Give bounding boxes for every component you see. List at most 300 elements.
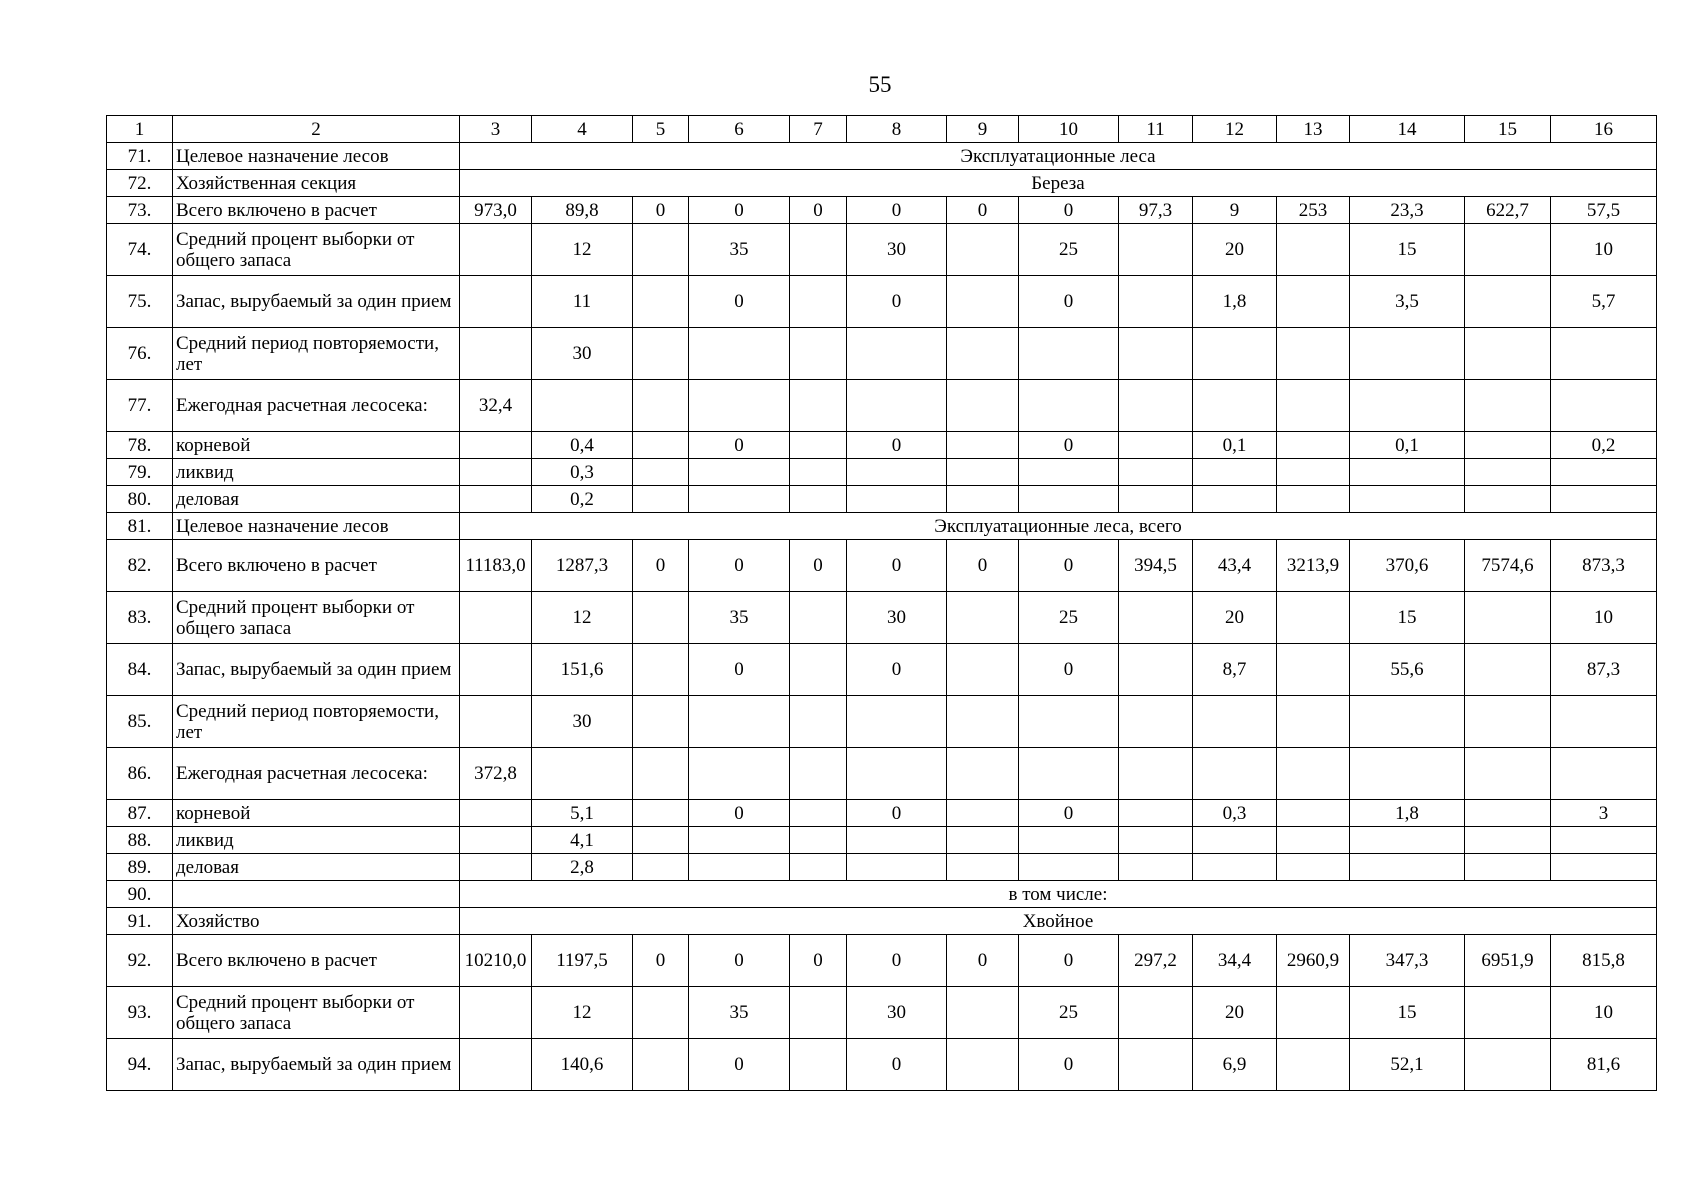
data-cell: 43,4 xyxy=(1193,540,1277,592)
data-cell xyxy=(1551,328,1657,380)
data-cell xyxy=(633,276,689,328)
data-cell xyxy=(1119,380,1193,432)
row-label: Ежегодная расчетная лесосека: xyxy=(173,748,460,800)
data-cell xyxy=(947,800,1019,827)
table-row xyxy=(107,696,1657,748)
data-cell xyxy=(1350,827,1465,854)
data-cell xyxy=(847,486,947,513)
row-label: Всего включено в расчет xyxy=(173,197,460,224)
header-cell: 3 xyxy=(460,116,532,143)
data-cell: 2,8 xyxy=(532,854,633,881)
data-cell xyxy=(1350,328,1465,380)
data-cell xyxy=(1465,276,1551,328)
data-cell xyxy=(1277,987,1350,1039)
row-label: Запас, вырубаемый за один прием xyxy=(173,644,460,696)
data-cell: 34,4 xyxy=(1193,935,1277,987)
data-cell xyxy=(847,748,947,800)
row-label: деловая xyxy=(173,486,460,513)
data-cell xyxy=(1551,486,1657,513)
data-cell xyxy=(1019,827,1119,854)
data-cell: 4,1 xyxy=(532,827,633,854)
row-number: 82. xyxy=(107,540,173,592)
data-cell xyxy=(633,854,689,881)
data-cell xyxy=(1119,854,1193,881)
data-cell xyxy=(1277,592,1350,644)
data-cell xyxy=(1277,432,1350,459)
data-cell xyxy=(689,696,790,748)
data-cell xyxy=(847,459,947,486)
data-cell: 0 xyxy=(1019,432,1119,459)
section-title: Береза xyxy=(460,170,1657,197)
data-cell xyxy=(790,432,847,459)
data-cell xyxy=(1465,380,1551,432)
data-cell xyxy=(1119,827,1193,854)
data-cell xyxy=(1277,854,1350,881)
data-cell: 0 xyxy=(847,800,947,827)
data-cell xyxy=(1551,827,1657,854)
header-cell: 11 xyxy=(1119,116,1193,143)
data-cell: 370,6 xyxy=(1350,540,1465,592)
data-cell: 0 xyxy=(1019,276,1119,328)
table-row xyxy=(107,197,1657,224)
data-cell xyxy=(633,459,689,486)
data-cell: 0,1 xyxy=(1350,432,1465,459)
data-cell xyxy=(532,380,633,432)
row-number: 75. xyxy=(107,276,173,328)
data-cell xyxy=(1119,459,1193,486)
data-cell xyxy=(1019,328,1119,380)
data-cell xyxy=(790,276,847,328)
data-cell: 32,4 xyxy=(460,380,532,432)
data-cell xyxy=(1019,486,1119,513)
row-label: Запас, вырубаемый за один прием xyxy=(173,1039,460,1091)
header-cell: 12 xyxy=(1193,116,1277,143)
data-cell: 0,1 xyxy=(1193,432,1277,459)
header-cell: 1 xyxy=(107,116,173,143)
data-cell: 0 xyxy=(1019,197,1119,224)
table-row xyxy=(107,748,1657,800)
data-cell: 0 xyxy=(847,1039,947,1091)
data-cell: 12 xyxy=(532,592,633,644)
data-cell: 0,3 xyxy=(1193,800,1277,827)
data-cell xyxy=(947,748,1019,800)
row-number: 73. xyxy=(107,197,173,224)
data-cell xyxy=(790,592,847,644)
data-cell xyxy=(790,224,847,276)
data-cell: 0,4 xyxy=(532,432,633,459)
data-cell xyxy=(1119,486,1193,513)
row-number: 93. xyxy=(107,987,173,1039)
data-cell xyxy=(1119,644,1193,696)
header-cell: 2 xyxy=(173,116,460,143)
data-cell xyxy=(1019,459,1119,486)
data-cell: 6951,9 xyxy=(1465,935,1551,987)
data-cell xyxy=(790,800,847,827)
data-cell: 23,3 xyxy=(1350,197,1465,224)
data-cell xyxy=(1350,459,1465,486)
row-label: Ежегодная расчетная лесосека: xyxy=(173,380,460,432)
data-cell: 0 xyxy=(689,1039,790,1091)
table-row xyxy=(107,328,1657,380)
data-cell: 11 xyxy=(532,276,633,328)
row-label: деловая xyxy=(173,854,460,881)
row-label: Всего включено в расчет xyxy=(173,540,460,592)
data-cell xyxy=(1193,459,1277,486)
data-cell: 0 xyxy=(689,800,790,827)
data-cell xyxy=(1465,224,1551,276)
data-cell xyxy=(1277,748,1350,800)
data-cell xyxy=(790,1039,847,1091)
data-cell xyxy=(947,696,1019,748)
data-cell: 25 xyxy=(1019,592,1119,644)
data-cell xyxy=(847,854,947,881)
data-cell xyxy=(1465,486,1551,513)
data-cell: 30 xyxy=(847,592,947,644)
data-cell xyxy=(947,380,1019,432)
data-cell: 0 xyxy=(1019,644,1119,696)
data-cell xyxy=(1277,224,1350,276)
data-cell: 81,6 xyxy=(1551,1039,1657,1091)
table-row xyxy=(107,224,1657,276)
data-cell: 35 xyxy=(689,987,790,1039)
section-title: в том числе: xyxy=(460,881,1657,908)
data-cell xyxy=(847,328,947,380)
data-cell xyxy=(947,486,1019,513)
data-cell xyxy=(1119,696,1193,748)
data-cell xyxy=(689,854,790,881)
data-cell: 30 xyxy=(532,696,633,748)
table-row xyxy=(107,987,1657,1039)
data-cell xyxy=(1551,696,1657,748)
data-cell xyxy=(1193,696,1277,748)
data-cell xyxy=(1551,380,1657,432)
header-cell: 9 xyxy=(947,116,1019,143)
data-cell: 0 xyxy=(689,276,790,328)
row-number: 78. xyxy=(107,432,173,459)
table-row xyxy=(107,592,1657,644)
data-cell: 2960,9 xyxy=(1277,935,1350,987)
data-cell: 0 xyxy=(689,197,790,224)
data-cell: 0,2 xyxy=(1551,432,1657,459)
data-cell: 1197,5 xyxy=(532,935,633,987)
data-cell: 253 xyxy=(1277,197,1350,224)
data-cell: 1,8 xyxy=(1350,800,1465,827)
data-cell: 0 xyxy=(790,935,847,987)
row-label: корневой xyxy=(173,800,460,827)
header-cell: 4 xyxy=(532,116,633,143)
row-label: Целевое назначение лесов xyxy=(173,513,460,540)
row-number: 79. xyxy=(107,459,173,486)
row-label: Всего включено в расчет xyxy=(173,935,460,987)
row-label: Средний процент выборки от общего запаса xyxy=(173,987,460,1039)
data-cell: 89,8 xyxy=(532,197,633,224)
data-cell xyxy=(1465,854,1551,881)
data-cell: 35 xyxy=(689,224,790,276)
data-cell xyxy=(1119,800,1193,827)
data-cell xyxy=(633,1039,689,1091)
header-cell: 6 xyxy=(689,116,790,143)
data-cell: 9 xyxy=(1193,197,1277,224)
data-cell: 5,7 xyxy=(1551,276,1657,328)
row-number: 87. xyxy=(107,800,173,827)
data-cell xyxy=(460,854,532,881)
data-cell xyxy=(947,854,1019,881)
data-cell: 0,2 xyxy=(532,486,633,513)
data-cell xyxy=(947,827,1019,854)
data-cell xyxy=(460,459,532,486)
row-label: ликвид xyxy=(173,459,460,486)
data-cell xyxy=(790,380,847,432)
data-cell: 0 xyxy=(633,935,689,987)
data-cell xyxy=(1119,328,1193,380)
data-cell: 10210,0 xyxy=(460,935,532,987)
data-cell xyxy=(1465,328,1551,380)
data-cell: 20 xyxy=(1193,987,1277,1039)
data-cell xyxy=(1119,224,1193,276)
row-number: 74. xyxy=(107,224,173,276)
data-cell xyxy=(1119,987,1193,1039)
table-row xyxy=(107,486,1657,513)
row-number: 89. xyxy=(107,854,173,881)
data-cell xyxy=(1019,854,1119,881)
data-cell xyxy=(633,987,689,1039)
data-cell: 5,1 xyxy=(532,800,633,827)
table-row xyxy=(107,935,1657,987)
data-cell: 0 xyxy=(947,197,1019,224)
data-cell: 25 xyxy=(1019,224,1119,276)
data-cell: 0 xyxy=(1019,540,1119,592)
table-row xyxy=(107,827,1657,854)
data-cell xyxy=(1350,486,1465,513)
table-row xyxy=(107,854,1657,881)
data-cell: 25 xyxy=(1019,987,1119,1039)
data-cell xyxy=(947,644,1019,696)
data-cell xyxy=(633,696,689,748)
data-cell xyxy=(1465,800,1551,827)
data-cell: 0 xyxy=(847,276,947,328)
data-cell xyxy=(1193,748,1277,800)
data-cell: 873,3 xyxy=(1551,540,1657,592)
page-number: 55 xyxy=(868,72,892,97)
data-cell: 10 xyxy=(1551,987,1657,1039)
data-cell: 35 xyxy=(689,592,790,644)
data-cell xyxy=(633,380,689,432)
data-cell: 0,3 xyxy=(532,459,633,486)
data-cell xyxy=(1119,592,1193,644)
header-cell: 15 xyxy=(1465,116,1551,143)
data-cell xyxy=(633,644,689,696)
data-cell xyxy=(633,827,689,854)
data-cell: 622,7 xyxy=(1465,197,1551,224)
data-cell xyxy=(460,224,532,276)
data-cell xyxy=(1551,854,1657,881)
data-cell xyxy=(1465,696,1551,748)
row-label: Хозяйственная секция xyxy=(173,170,460,197)
data-cell: 3213,9 xyxy=(1277,540,1350,592)
data-cell xyxy=(790,748,847,800)
data-cell xyxy=(847,380,947,432)
data-cell xyxy=(460,1039,532,1091)
data-cell xyxy=(790,987,847,1039)
data-cell: 11183,0 xyxy=(460,540,532,592)
data-cell xyxy=(689,328,790,380)
data-cell xyxy=(1277,328,1350,380)
data-cell xyxy=(1119,276,1193,328)
data-cell: 0 xyxy=(1019,800,1119,827)
data-cell xyxy=(947,224,1019,276)
data-cell: 12 xyxy=(532,987,633,1039)
data-cell: 20 xyxy=(1193,224,1277,276)
row-label: Запас, вырубаемый за один прием xyxy=(173,276,460,328)
calculation-table xyxy=(106,115,1657,1091)
row-label xyxy=(173,881,460,908)
data-cell: 0 xyxy=(847,540,947,592)
header-cell: 16 xyxy=(1551,116,1657,143)
data-cell xyxy=(1119,1039,1193,1091)
data-cell xyxy=(1465,1039,1551,1091)
data-cell xyxy=(1350,748,1465,800)
data-cell: 15 xyxy=(1350,224,1465,276)
data-cell xyxy=(460,328,532,380)
row-number: 88. xyxy=(107,827,173,854)
header-cell: 10 xyxy=(1019,116,1119,143)
data-cell: 0 xyxy=(1019,935,1119,987)
row-number: 90. xyxy=(107,881,173,908)
data-cell: 372,8 xyxy=(460,748,532,800)
data-cell: 10 xyxy=(1551,592,1657,644)
table-row xyxy=(107,644,1657,696)
data-cell xyxy=(633,432,689,459)
data-cell xyxy=(790,696,847,748)
table-row xyxy=(107,143,1657,170)
data-cell xyxy=(689,486,790,513)
data-cell: 347,3 xyxy=(1350,935,1465,987)
data-cell: 815,8 xyxy=(1551,935,1657,987)
table-row xyxy=(107,380,1657,432)
data-cell: 0 xyxy=(847,432,947,459)
data-cell xyxy=(689,748,790,800)
row-number: 71. xyxy=(107,143,173,170)
header-cell: 5 xyxy=(633,116,689,143)
data-cell xyxy=(1019,748,1119,800)
data-cell: 10 xyxy=(1551,224,1657,276)
table-row xyxy=(107,170,1657,197)
data-cell: 151,6 xyxy=(532,644,633,696)
data-cell: 0 xyxy=(847,644,947,696)
data-cell xyxy=(1465,432,1551,459)
data-cell xyxy=(1277,800,1350,827)
data-cell xyxy=(1277,696,1350,748)
data-cell xyxy=(460,432,532,459)
data-cell xyxy=(1019,696,1119,748)
data-cell: 52,1 xyxy=(1350,1039,1465,1091)
data-cell xyxy=(460,696,532,748)
data-cell xyxy=(460,987,532,1039)
data-cell xyxy=(1277,1039,1350,1091)
data-cell xyxy=(1277,276,1350,328)
data-cell xyxy=(1277,459,1350,486)
data-cell xyxy=(1551,748,1657,800)
data-cell xyxy=(689,459,790,486)
data-cell xyxy=(1277,644,1350,696)
data-cell: 6,9 xyxy=(1193,1039,1277,1091)
data-cell xyxy=(947,432,1019,459)
row-number: 94. xyxy=(107,1039,173,1091)
data-cell xyxy=(1465,459,1551,486)
row-number: 84. xyxy=(107,644,173,696)
table-row xyxy=(107,276,1657,328)
data-cell: 87,3 xyxy=(1551,644,1657,696)
data-cell: 55,6 xyxy=(1350,644,1465,696)
data-cell xyxy=(947,987,1019,1039)
data-cell xyxy=(460,276,532,328)
row-label: Хозяйство xyxy=(173,908,460,935)
data-cell: 0 xyxy=(847,197,947,224)
data-cell xyxy=(1193,486,1277,513)
data-cell xyxy=(633,748,689,800)
data-cell xyxy=(790,644,847,696)
data-cell xyxy=(689,827,790,854)
row-number: 76. xyxy=(107,328,173,380)
data-cell: 30 xyxy=(847,987,947,1039)
data-cell: 0 xyxy=(790,197,847,224)
section-title: Эксплуатационные леса xyxy=(460,143,1657,170)
data-cell xyxy=(1119,432,1193,459)
data-cell xyxy=(633,328,689,380)
data-cell xyxy=(1465,987,1551,1039)
data-cell xyxy=(1465,827,1551,854)
row-number: 77. xyxy=(107,380,173,432)
data-cell xyxy=(1277,486,1350,513)
data-cell: 394,5 xyxy=(1119,540,1193,592)
data-cell xyxy=(790,328,847,380)
data-cell xyxy=(947,328,1019,380)
data-cell xyxy=(1350,696,1465,748)
data-cell xyxy=(633,486,689,513)
data-cell xyxy=(1551,459,1657,486)
table-row xyxy=(107,459,1657,486)
data-cell xyxy=(460,800,532,827)
data-cell: 8,7 xyxy=(1193,644,1277,696)
row-number: 86. xyxy=(107,748,173,800)
data-cell: 97,3 xyxy=(1119,197,1193,224)
row-label: Средний период повторяемости, лет xyxy=(173,328,460,380)
table-header-row xyxy=(107,116,1657,143)
data-cell: 30 xyxy=(532,328,633,380)
data-cell xyxy=(1193,328,1277,380)
data-cell xyxy=(947,459,1019,486)
data-cell xyxy=(532,748,633,800)
data-cell: 1,8 xyxy=(1193,276,1277,328)
data-cell: 20 xyxy=(1193,592,1277,644)
data-cell xyxy=(460,644,532,696)
header-cell: 14 xyxy=(1350,116,1465,143)
data-cell: 15 xyxy=(1350,592,1465,644)
data-cell xyxy=(1193,827,1277,854)
data-cell xyxy=(1465,592,1551,644)
data-cell: 973,0 xyxy=(460,197,532,224)
data-cell xyxy=(1465,748,1551,800)
data-cell xyxy=(1350,380,1465,432)
row-number: 91. xyxy=(107,908,173,935)
data-cell xyxy=(633,800,689,827)
row-label: ликвид xyxy=(173,827,460,854)
data-cell xyxy=(633,224,689,276)
table-row xyxy=(107,908,1657,935)
row-label: Средний период повторяемости, лет xyxy=(173,696,460,748)
data-cell: 0 xyxy=(689,644,790,696)
row-number: 92. xyxy=(107,935,173,987)
